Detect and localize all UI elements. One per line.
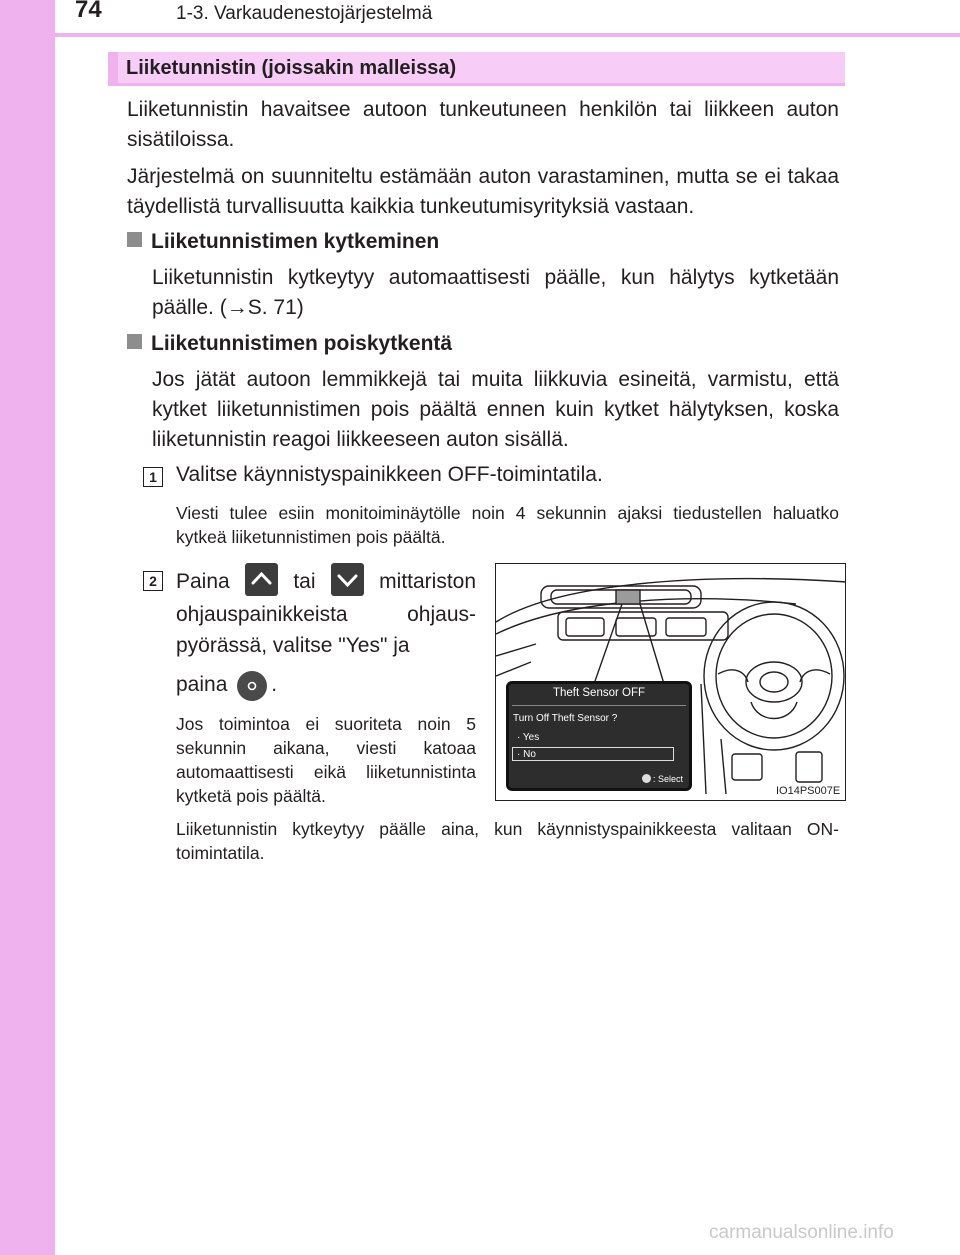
subsection-text-2: Jos jätät autoon lemmikkejä tai muita liikkuvia esineitä, varmistu, että kytket liiketunnistimen pois päältä ennen kuin kytket hälytyksen, koska liiketunnistin reagoi liikkeeseen auton sisällä. [152, 368, 839, 451]
subsection-heading-1 [127, 227, 439, 257]
dashboard-illustration [495, 563, 846, 801]
step-1-note: Viesti tulee esiin monitoiminäytölle noin 4 sekunnin ajaksi tiedustellen haluatko kytkeä liiketunnistimen pois päältä. [176, 503, 839, 547]
screen-select-hint: : Select [642, 774, 683, 784]
subsection-title: Liiketunnistimen kytkeminen [151, 230, 440, 253]
subsection-heading-2 [127, 329, 452, 359]
chevron-down-icon [331, 563, 364, 596]
subsection-text-1: Liiketunnistin kytkeytyy automaattisesti päälle, kun hälytys kytketään päälle. (→S. 71) [152, 266, 839, 319]
chevron-up-icon [245, 563, 278, 596]
intro-paragraph-2: Järjestelmä on suunniteltu estämään auton varastaminen, mutta se ei takaa täydellistä turvallisuutta kaikkia tunkeutumisyrityksiä vastaan. [127, 165, 839, 218]
left-margin-band [0, 0, 55, 1255]
ok-button-icon [642, 774, 651, 783]
step-2-text: Paina tai mittariston ohjauspainikkeista ohjauspyörässä, valitse "Yes" ja paina . [176, 566, 476, 704]
step-number-1: 1 [143, 467, 163, 487]
screen-question: Turn Off Theft Sensor ? [513, 713, 618, 724]
step-1-text: Valitse käynnistyspainikkeen OFF-toimintatila. [176, 463, 603, 486]
multi-information-display [506, 681, 692, 791]
section-title: Liiketunnistin (joissakin malleissa) [126, 57, 457, 79]
step-number-2: 2 [143, 571, 163, 591]
square-bullet-icon [127, 334, 142, 349]
header-rule [0, 33, 960, 37]
screen-option-yes: · Yes [517, 732, 540, 743]
subsection-title: Liiketunnistimen poiskytkentä [151, 332, 453, 355]
ok-button-icon [237, 671, 267, 701]
intro-paragraph-1: Liiketunnistin havaitsee autoon tunkeutuneen henkilön tai liikkeen auton sisätiloissa. [127, 98, 839, 151]
screen-divider [512, 705, 686, 706]
watermark: carmanualsonline.info [709, 1222, 894, 1243]
section-heading [108, 52, 845, 86]
step-2-note: Jos toimintoa ei suoriteta noin 5 sekunnin aikana, viesti katoaa automaattisesti eikä liiketunnistinta kytketä pois päältä. [176, 714, 476, 806]
figure-code: IO14PS007E [776, 785, 841, 797]
square-bullet-icon [127, 232, 142, 247]
arrow-icon: → [226, 296, 248, 319]
page-number: 74 [75, 0, 102, 23]
screen-title: Theft Sensor OFF [552, 687, 646, 699]
chapter-title: 1-3. Varkaudenestojärjestelmä [176, 3, 433, 24]
footer-note: Liiketunnistin kytkeytyy päälle aina, kun käynnistyspainikkeesta valitaan ON-toimintatila. [176, 819, 839, 863]
screen-option-no: · No [512, 747, 674, 761]
